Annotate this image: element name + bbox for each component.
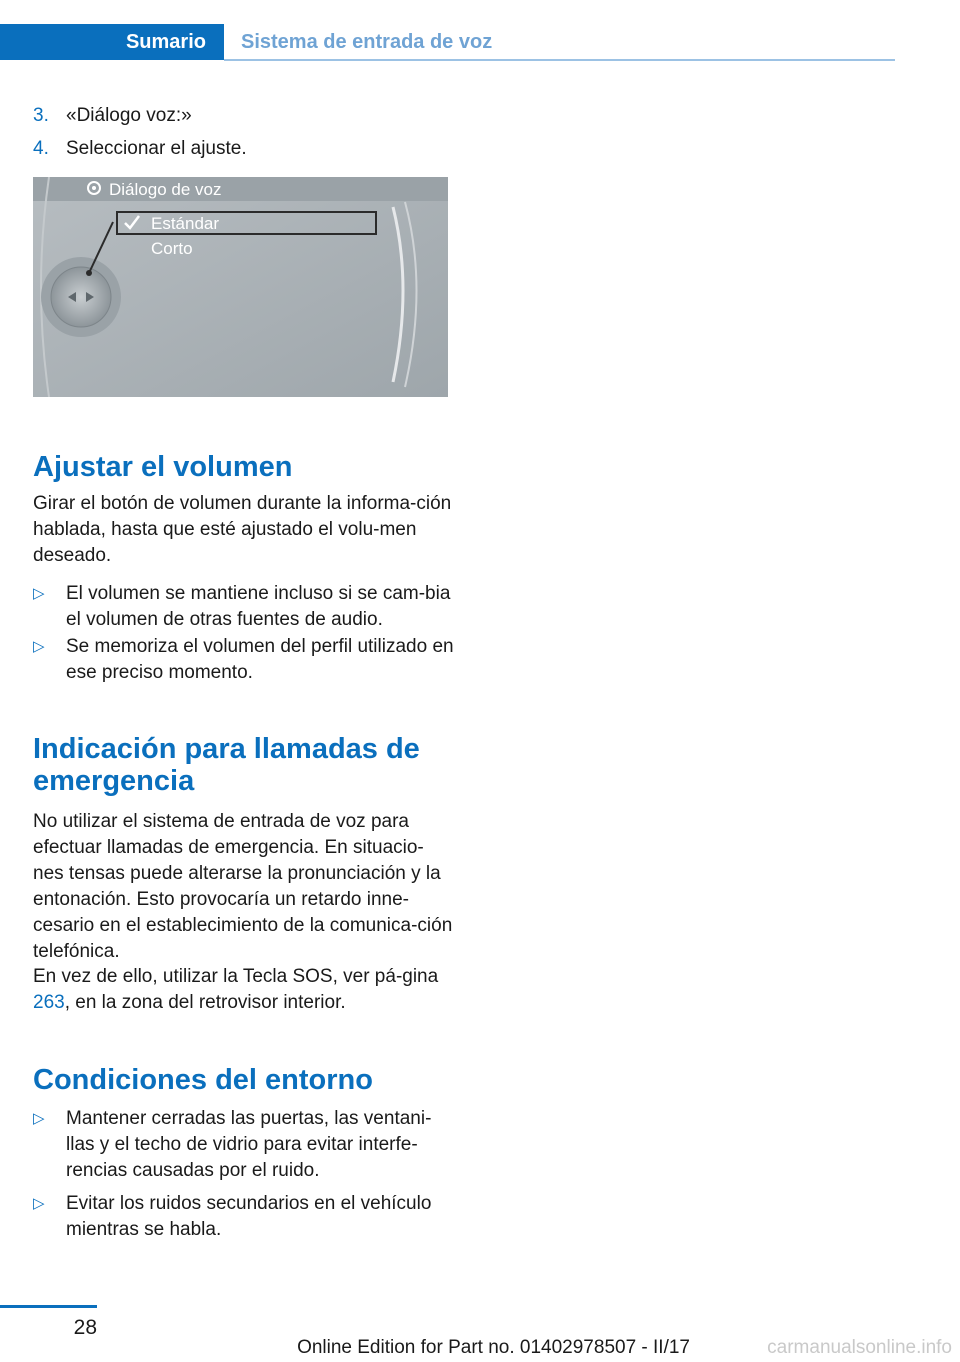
heading-emergencia-line1: Indicación para llamadas de	[33, 733, 420, 765]
heading-condiciones-entorno: Condiciones del entorno	[33, 1064, 373, 1096]
page-link-263[interactable]: 263	[33, 992, 65, 1013]
heading-emergencia-line2: emergencia	[33, 765, 195, 797]
step-number: 3.	[33, 105, 49, 126]
header-divider	[224, 59, 895, 61]
screen-title: Diálogo de voz	[109, 180, 222, 199]
heading-emergencia	[33, 733, 453, 797]
tab-sumario-label: Sumario	[125, 30, 206, 53]
edition-text: Online Edition for Part no. 01402978507 - II/17	[297, 1337, 690, 1358]
heading-ajustar-volumen: Ajustar el volumen	[33, 451, 293, 483]
emergency-body-2	[33, 964, 453, 1016]
step-text: «Diálogo voz:»	[66, 105, 192, 126]
step-number: 4.	[33, 138, 49, 159]
triangle-bullet-icon: ▷	[33, 1195, 45, 1212]
idrive-screen-figure	[33, 177, 448, 397]
tab-sumario[interactable]	[0, 24, 224, 60]
idrive-screen-illustration	[33, 177, 448, 397]
menu-option-corto[interactable]: Corto	[151, 239, 193, 258]
volume-body: Girar el botón de volumen durante la informa-ción hablada, hasta que esté ajustado el volu-men deseado.	[33, 493, 452, 566]
menu-option-estandar[interactable]: Estándar	[151, 214, 220, 233]
bullet-text: El volumen se mantiene incluso si se cam-bia el volumen de otras fuentes de audio.	[66, 583, 451, 630]
emergency-body-2-post: , en la zona del retrovisor interior.	[64, 992, 346, 1013]
triangle-bullet-icon: ▷	[33, 1110, 45, 1127]
footer-divider	[0, 1305, 97, 1308]
bullet-text: Se memoriza el volumen del perfil utilizado en ese preciso momento.	[66, 636, 454, 683]
page-header	[0, 24, 895, 62]
triangle-bullet-icon: ▷	[33, 585, 45, 602]
watermark: carmanualsonline.info	[767, 1337, 952, 1358]
emergency-body-2-pre: En vez de ello, utilizar la Tecla SOS, ver pá-gina	[33, 966, 439, 987]
bullet-text: Evitar los ruidos secundarios en el vehículo mientras se habla.	[66, 1193, 432, 1240]
section-title: Sistema de entrada de voz	[241, 31, 493, 53]
emergency-body-1: No utilizar el sistema de entrada de voz para efectuar llamadas de emergencia. En situacio-nes tensas puede alterarse la pronunciación y la entonación. Esto provocaría un retardo inne-cesario en el establecimiento de la comunica-ción telefónica.	[33, 811, 453, 962]
bullet-text: Mantener cerradas las puertas, las ventani-llas y el techo de vidrio para evitar interfe-rencias causadas por el ruido.	[66, 1108, 432, 1181]
step-text: Seleccionar el ajuste.	[66, 138, 247, 159]
page-number: 28	[73, 1316, 97, 1339]
triangle-bullet-icon: ▷	[33, 638, 45, 655]
